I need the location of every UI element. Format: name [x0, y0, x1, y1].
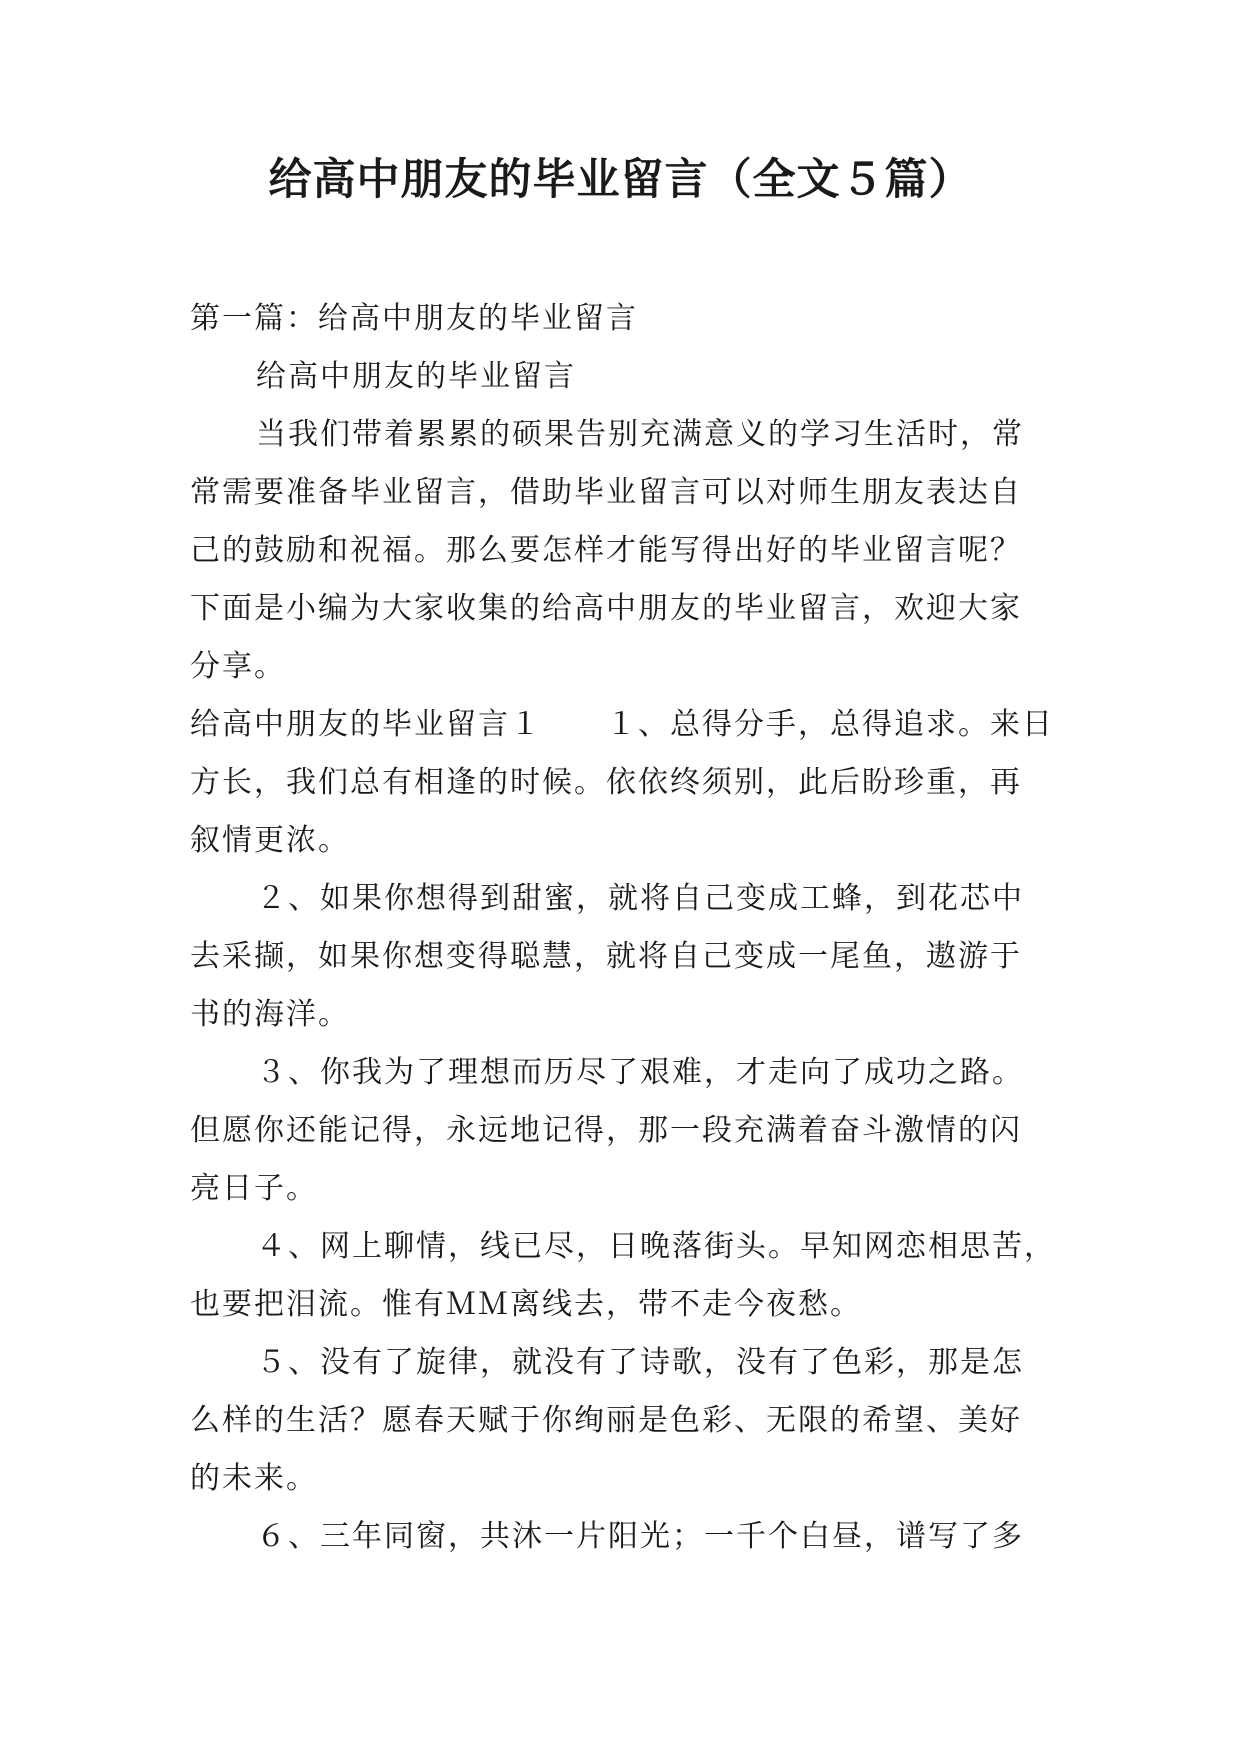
text-line: ４、网上聊情，线已尽，日晚落街头。早知网恋相思苦，: [256, 1229, 1056, 1264]
text-line: 也要把泪流。惟有ＭＭ离线去，带不走今夜愁。: [190, 1287, 862, 1322]
document-body: [190, 290, 1070, 1566]
text-line: 下面是小编为大家收集的给高中朋友的毕业留言，欢迎大家: [190, 591, 1022, 626]
text-line: ２、如果你想得到甜蜜，就将自己变成工蜂，到花芯中: [256, 881, 1024, 916]
text-line: 么样的生活？愿春天赋于你绚丽是色彩、无限的希望、美好: [190, 1403, 1022, 1438]
text-line: 常需要准备毕业留言，借助毕业留言可以对师生朋友表达自: [190, 475, 1022, 510]
text-line: 亮日子。: [190, 1171, 318, 1206]
text-line: 的未来。: [190, 1461, 318, 1496]
text-line: ５、没有了旋律，就没有了诗歌，没有了色彩，那是怎: [256, 1345, 1024, 1380]
text-line: ６、三年同窗，共沐一片阳光；一千个白昼，谱写了多: [256, 1519, 1024, 1554]
text-line: 给高中朋友的毕业留言１ １、总得分手，总得追求。来日: [190, 707, 1054, 742]
text-line: 方长，我们总有相逢的时候。依依终须别，此后盼珍重，再: [190, 765, 1022, 800]
text-line: 书的海洋。: [190, 997, 350, 1032]
text-line: 但愿你还能记得，永远地记得，那一段充满着奋斗激情的闪: [190, 1113, 1022, 1148]
text-line: ３、你我为了理想而历尽了艰难，才走向了成功之路。: [256, 1055, 1024, 1090]
text-line: 当我们带着累累的硕果告别充满意义的学习生活时，常: [256, 417, 1024, 452]
text-line: 第一篇：给高中朋友的毕业留言: [190, 301, 638, 336]
text-line: 叙情更浓。: [190, 823, 350, 858]
document-title: 给高中朋友的毕业留言（全文５篇）: [268, 155, 973, 205]
text-line: 给高中朋友的毕业留言: [256, 359, 576, 394]
text-line: 己的鼓励和祝福。那么要怎样才能写得出好的毕业留言呢？: [190, 533, 1022, 568]
text-line: 分享。: [190, 649, 286, 684]
text-line: 去采撷，如果你想变得聪慧，就将自己变成一尾鱼，遨游于: [190, 939, 1022, 974]
